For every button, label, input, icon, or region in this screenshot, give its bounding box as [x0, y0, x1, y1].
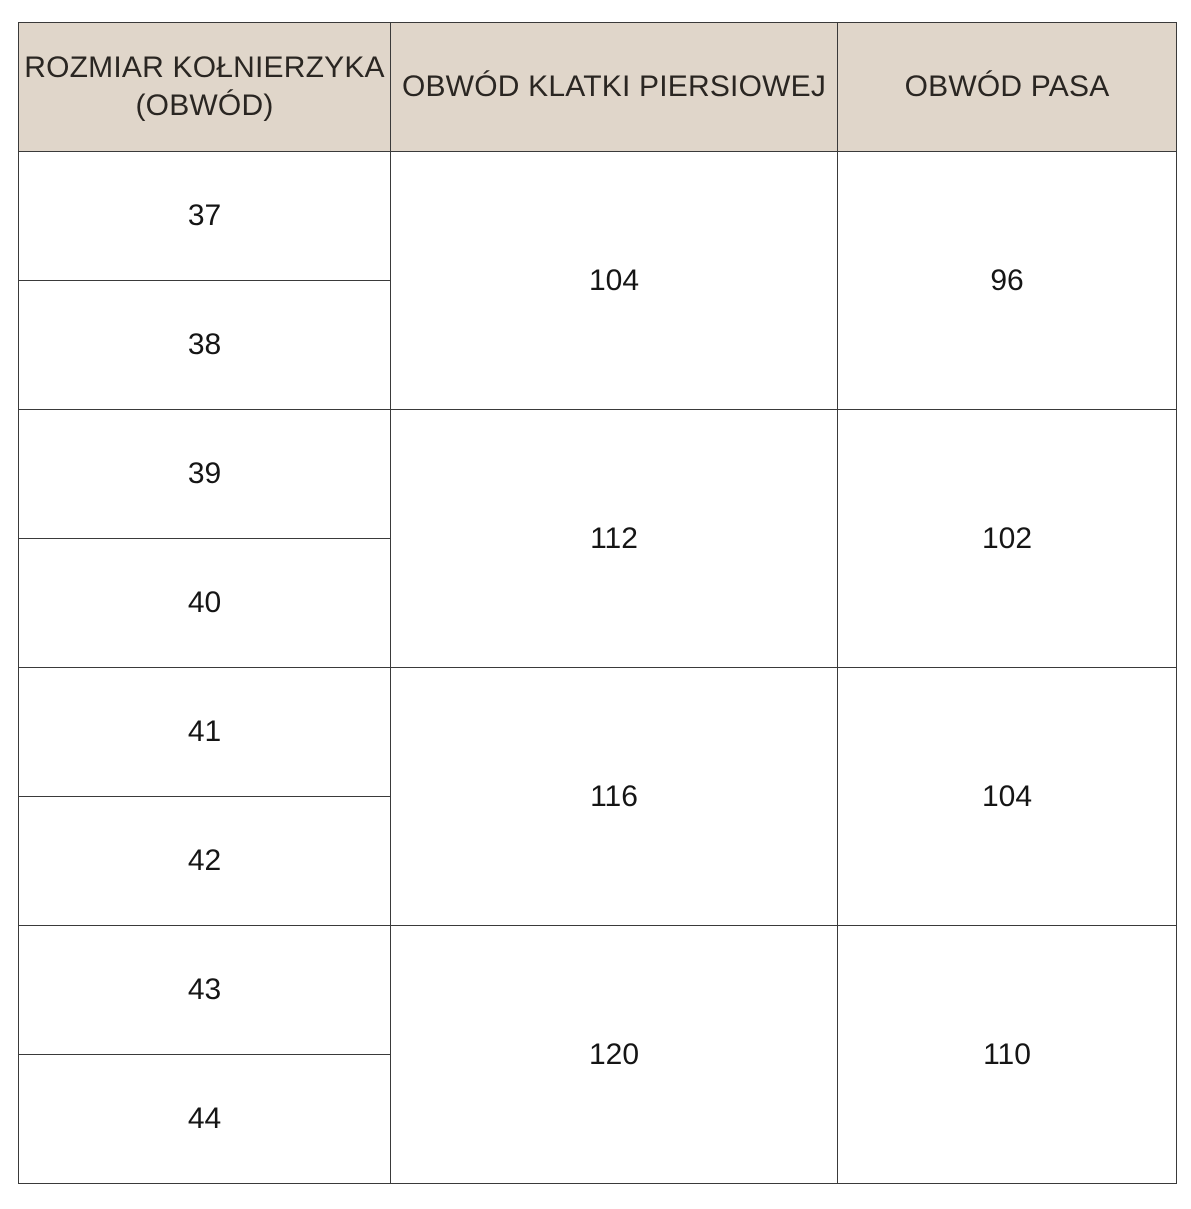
waist-cell: 102 [838, 410, 1177, 668]
collar-cell: 43 [19, 926, 391, 1055]
collar-cell: 44 [19, 1055, 391, 1184]
table-row [19, 668, 1177, 797]
chest-cell: 112 [391, 410, 838, 668]
table-row [19, 410, 1177, 539]
chest-cell: 116 [391, 668, 838, 926]
table-row [19, 152, 1177, 281]
collar-cell: 41 [19, 668, 391, 797]
chest-cell: 104 [391, 152, 838, 410]
header-collar-size [19, 23, 391, 152]
header-collar-line2: (OBWÓD) [135, 89, 274, 122]
collar-cell: 37 [19, 152, 391, 281]
header-chest: OBWÓD KLATKI PIERSIOWEJ [391, 23, 838, 152]
collar-cell: 38 [19, 281, 391, 410]
chest-cell: 120 [391, 926, 838, 1184]
table-row [19, 926, 1177, 1055]
header-collar-line1: ROZMIAR KOŁNIERZYKA [24, 51, 385, 84]
waist-cell: 110 [838, 926, 1177, 1184]
collar-cell: 40 [19, 539, 391, 668]
waist-cell: 104 [838, 668, 1177, 926]
collar-cell: 42 [19, 797, 391, 926]
waist-cell: 96 [838, 152, 1177, 410]
collar-cell: 39 [19, 410, 391, 539]
header-row [19, 23, 1177, 152]
size-chart-table [18, 22, 1177, 1184]
header-waist: OBWÓD PASA [838, 23, 1177, 152]
